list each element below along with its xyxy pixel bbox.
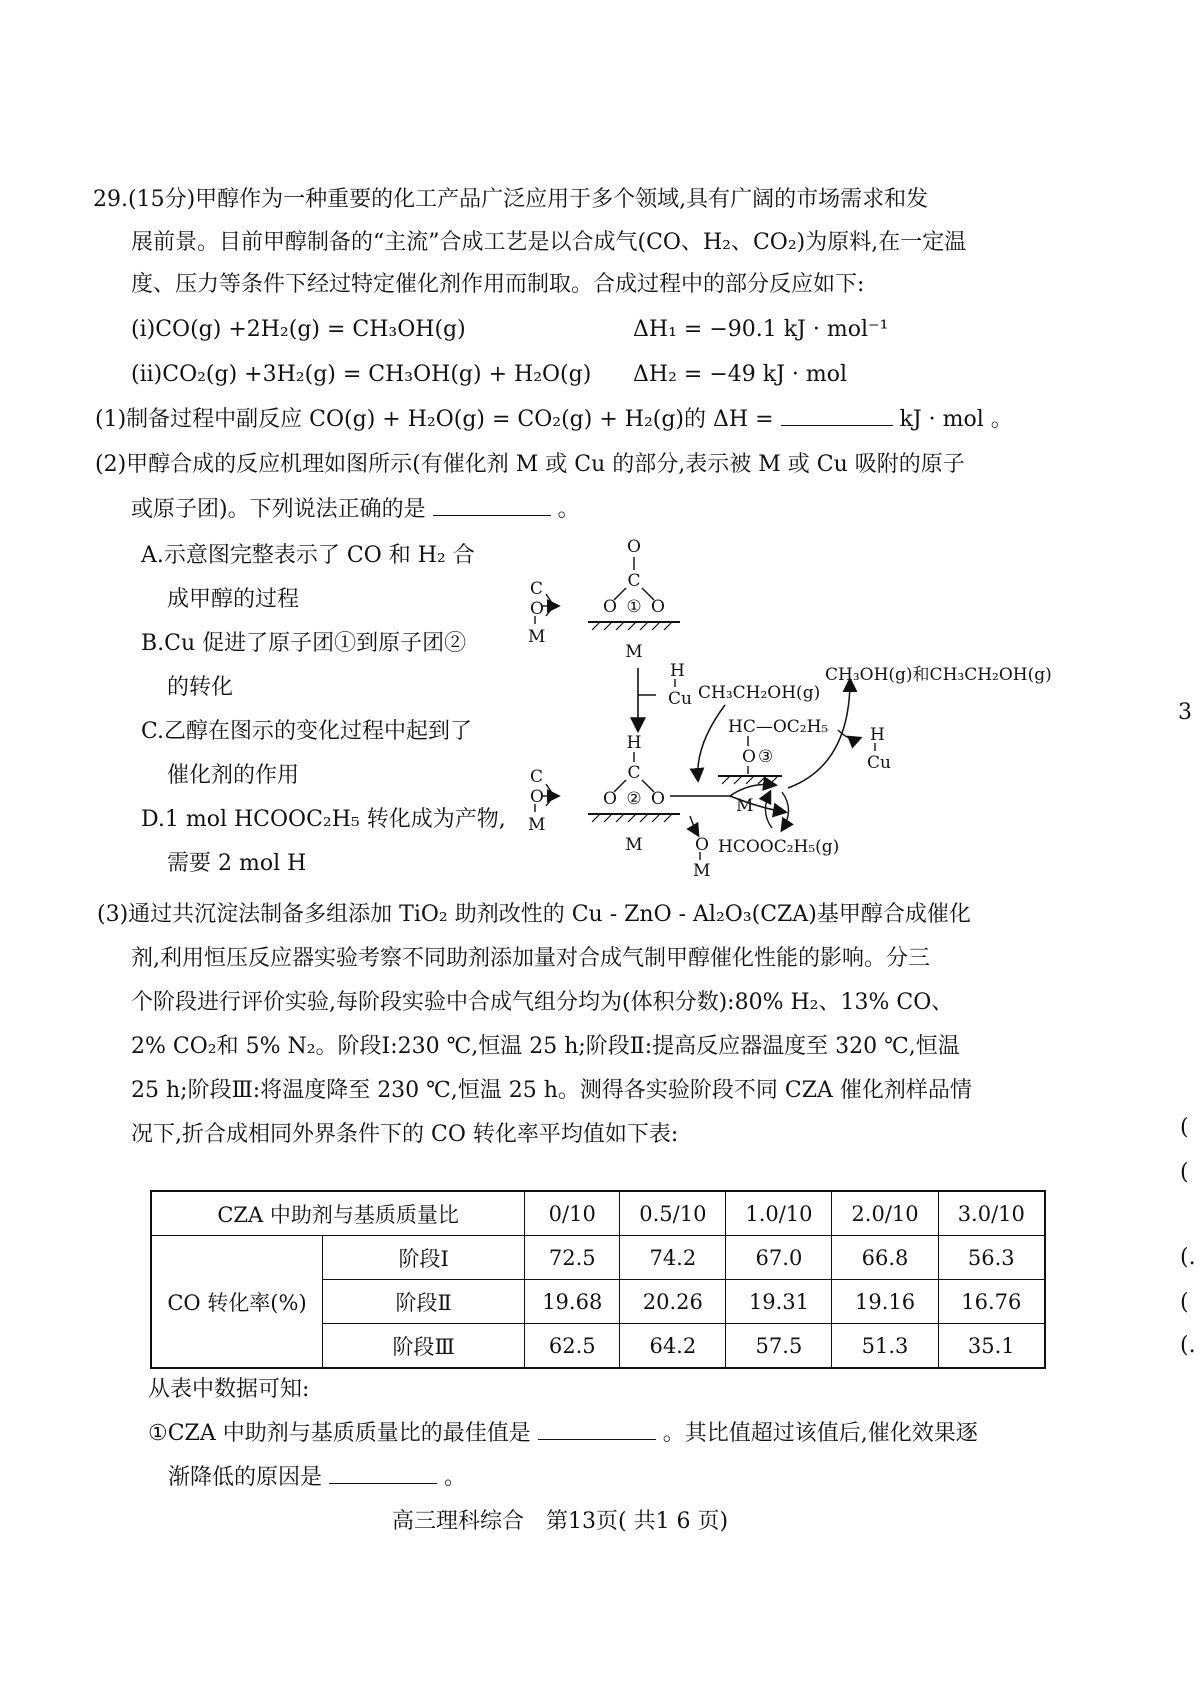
table-ratio: 0/10	[525, 1191, 620, 1236]
margin-mark: (.	[1180, 1333, 1196, 1358]
reaction-2: (ii)CO₂(g) +3H₂(g) = CH₃OH(g) + H₂O(g)	[131, 362, 592, 387]
hc-oc2h5: HC—OC₂H₅	[728, 717, 829, 737]
option-b-line-1: B.Cu 促进了原子团①到原子团②	[141, 631, 467, 656]
part3-line-4: 2% CO₂和 5% N₂。阶段Ⅰ:230 ℃,恒温 25 h;阶段Ⅱ:提高反应器温度至 320 ℃,恒温	[131, 1034, 960, 1059]
circ-3: ③	[758, 747, 774, 767]
delta-h-1: ΔH₁ = −90.1 kJ · mol⁻¹	[633, 317, 889, 342]
table-cell: 64.2	[620, 1324, 726, 1369]
part1-line	[95, 406, 1013, 434]
option-c-line-1: C.乙醇在图示的变化过程中起到了	[141, 719, 473, 744]
table-row-group-label: CO 转化率(%)	[151, 1236, 323, 1369]
o-3: O	[742, 747, 756, 767]
table-cell: 67.0	[726, 1236, 832, 1280]
question-line-3: 度、压力等条件下经过特定催化剂作用而制取。合成过程中的部分反应如下:	[131, 272, 865, 297]
subq1-answer-blank[interactable]	[538, 1421, 656, 1440]
part2-prompt: 或原子团)。下列说法正确的是	[131, 497, 426, 522]
mechanism-diagram	[520, 530, 1080, 880]
table-cell: 20.26	[620, 1280, 726, 1324]
table-cell: 35.1	[938, 1324, 1045, 1369]
o-top-1: O	[627, 537, 641, 557]
h-cu-1: H	[670, 661, 685, 681]
subq1-line-1	[148, 1420, 978, 1448]
margin-mark: 3	[1178, 700, 1192, 725]
option-d-line-1: D.1 mol HCOOC₂H₅ 转化成为产物,	[141, 807, 506, 832]
table-stage: 阶段Ⅲ	[323, 1324, 525, 1369]
part2-line-1: (2)甲醇合成的反应机理如图所示(有催化剂 M 或 Cu 的部分,表示被 M 或 Cu 吸附的原子	[95, 452, 965, 477]
option-c-line-2: 催化剂的作用	[167, 763, 300, 788]
subq1-reason-blank[interactable]	[329, 1465, 437, 1484]
table-cell: 51.3	[832, 1324, 938, 1369]
subq1-line-2	[168, 1464, 466, 1492]
part3-line-3: 个阶段进行评价实验,每阶段实验中合成气组分均为(体积分数):80% H₂、13% CO、	[131, 990, 954, 1015]
o-prod: O	[695, 835, 709, 855]
h-cu-2: H	[870, 725, 885, 745]
part1-unit: kJ · mol 。	[899, 407, 1013, 432]
o-left-1: O	[603, 597, 617, 617]
o-ad-2: O	[530, 787, 544, 807]
margin-mark: (.	[1180, 1245, 1196, 1270]
part1-answer-blank[interactable]	[781, 407, 893, 426]
table-cell: 74.2	[620, 1236, 726, 1280]
table-stage: 阶段Ⅱ	[323, 1280, 525, 1324]
table-ratio: 1.0/10	[726, 1191, 832, 1236]
ester-label: HCOOC₂H₅(g)	[718, 837, 840, 857]
table-stage: 阶段Ⅰ	[323, 1236, 525, 1280]
subq1-reason-text: 渐降低的原因是	[168, 1465, 323, 1490]
table-cell: 16.76	[938, 1280, 1045, 1324]
part3-line-6: 况下,折合成相同外界条件下的 CO 转化率平均值如下表:	[131, 1122, 679, 1147]
part2-period: 。	[557, 497, 580, 522]
table-header-label: CZA 中助剂与基质质量比	[151, 1191, 525, 1236]
question-line-2: 展前景。目前甲醇制备的“主流”合成工艺是以合成气(CO、H₂、CO₂)为原料,在一定温	[131, 230, 967, 255]
m-ad-1: M	[528, 627, 546, 647]
o-right-2: O	[651, 789, 665, 809]
table-cell: 66.8	[832, 1236, 938, 1280]
c-top-1: C	[627, 571, 641, 591]
m-label-3: M	[736, 796, 754, 816]
option-b-line-2: 的转化	[167, 675, 234, 700]
part3-line-2: 剂,利用恒压反应器实验考察不同助剂添加量对合成气制甲醇催化性能的影响。分三	[131, 946, 930, 971]
cu-1: Cu	[668, 689, 692, 709]
table-header-row	[151, 1191, 1045, 1236]
m-prod: M	[693, 861, 711, 880]
part3-line-1: (3)通过共沉淀法制备多组添加 TiO₂ 助剂改性的 Cu - ZnO - Al₂O₃(CZA)基甲醇合成催化	[97, 902, 971, 927]
o-right-1: O	[651, 597, 665, 617]
table-cell: 62.5	[525, 1324, 620, 1369]
table-cell: 19.68	[525, 1280, 620, 1324]
circ-1: ①	[626, 597, 642, 617]
m-ad-2: M	[528, 815, 546, 835]
option-a-line-1: A.示意图完整表示了 CO 和 H₂ 合	[141, 543, 475, 568]
after-table-line: 从表中数据可知:	[148, 1377, 310, 1402]
h-top-2: H	[626, 733, 642, 753]
margin-mark: (	[1180, 1290, 1189, 1315]
table-cell: 72.5	[525, 1236, 620, 1280]
part2-line-2	[131, 496, 580, 524]
o-ad-1: O	[530, 599, 544, 619]
c-ad-2: C	[530, 767, 544, 787]
m-label-1: M	[625, 642, 643, 662]
delta-h-2: ΔH₂ = −49 kJ · mol	[633, 362, 848, 387]
margin-mark: (	[1180, 1115, 1189, 1140]
ethanol-label: CH₃CH₂OH(g)	[698, 683, 821, 703]
table-cell: 57.5	[726, 1324, 832, 1369]
margin-mark: (	[1180, 1160, 1189, 1185]
subq1-text-after: 。其比值超过该值后,催化效果逐	[662, 1421, 978, 1446]
table-ratio: 2.0/10	[832, 1191, 938, 1236]
c-ad-1: C	[530, 579, 544, 599]
cu-2: Cu	[867, 753, 891, 773]
table-cell: 56.3	[938, 1236, 1045, 1280]
reaction-1: (i)CO(g) +2H₂(g) = CH₃OH(g)	[131, 317, 466, 342]
subq1-reason-period: 。	[444, 1465, 467, 1490]
option-a-line-2: 成甲醇的过程	[167, 587, 300, 612]
circ-2: ②	[626, 789, 642, 809]
table-cell: 19.16	[832, 1280, 938, 1324]
table-row	[151, 1236, 1045, 1280]
part3-line-5: 25 h;阶段Ⅲ:将温度降至 230 ℃,恒温 25 h。测得各实验阶段不同 CZA 催化剂样品情	[131, 1078, 972, 1103]
c-top-2: C	[627, 763, 641, 783]
table-ratio: 0.5/10	[620, 1191, 726, 1236]
page-footer: 高三理科综合 第13页( 共1 6 页)	[392, 1509, 729, 1534]
products-label: CH₃OH(g)和CH₃CH₂OH(g)	[825, 665, 1052, 685]
part2-answer-blank[interactable]	[433, 497, 551, 516]
table-cell: 19.31	[726, 1280, 832, 1324]
question-line-1: 29.(15分)甲醇作为一种重要的化工产品广泛应用于多个领域,具有广阔的市场需求和发	[93, 187, 929, 212]
conversion-table	[150, 1190, 1046, 1369]
subq1-text: ①CZA 中助剂与基质质量比的最佳值是	[148, 1421, 531, 1446]
table-ratio: 3.0/10	[938, 1191, 1045, 1236]
m-label-2: M	[625, 835, 643, 855]
option-d-line-2: 需要 2 mol H	[167, 851, 307, 876]
o-left-2: O	[603, 789, 617, 809]
part1-text: (1)制备过程中副反应 CO(g) + H₂O(g) = CO₂(g) + H₂(g)的 ΔH =	[95, 407, 774, 432]
